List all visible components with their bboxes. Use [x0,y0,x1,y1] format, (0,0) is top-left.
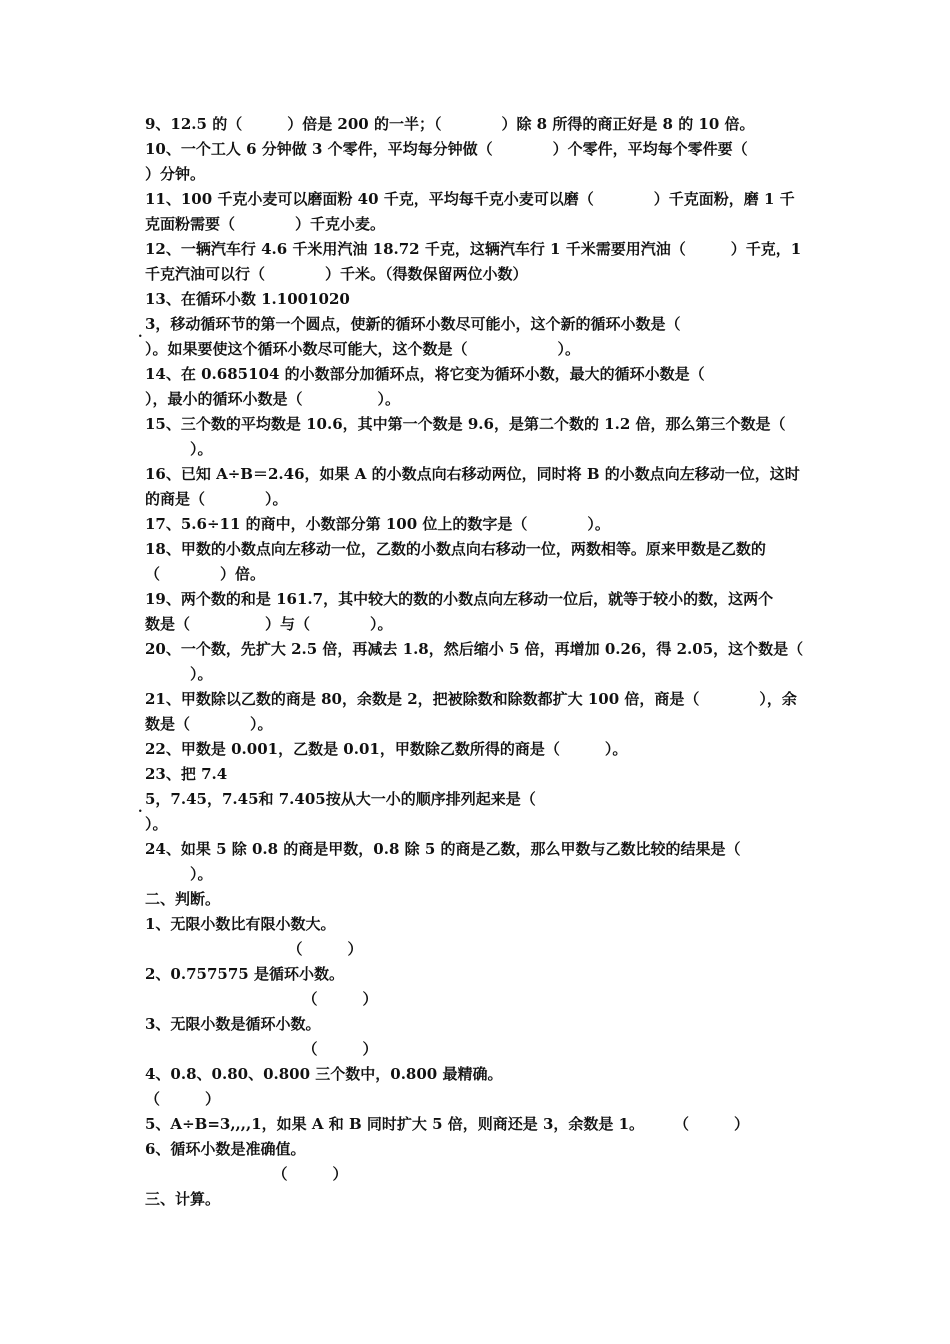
text-line: 的商是（ ）。 [145,490,288,508]
text-line: ）分钟。 [145,165,206,183]
text-line: 19、两个数的和是 161.7，其中较大的数的小数点向左移动一位后，就等于较小的数，这两个 [145,590,774,608]
text-line: 15、三个数的平均数是 10.6，其中第一个数是 9.6，是第二个数的 1.2 倍，那么第三个数是（ [145,415,786,433]
recurring-dot-mark: . [138,326,143,341]
text-line: 数是（ ）。 [145,715,273,733]
text-line: 1、无限小数比有限小数大。 [145,915,336,933]
text-line: 24、如果 5 除 0.8 的商是甲数，0.8 除 5 的商是乙数，那么甲数与乙数比较的结果是（ [145,840,741,858]
text-line: 3，移动循环节的第一个圆点，使新的循环小数尽可能小，这个新的循环小数是（ [145,315,681,333]
text-line: ）。 [145,865,213,883]
text-line: （ ） [145,1090,221,1108]
text-line: 10、一个工人 6 分钟做 3 个零件，平均每分钟做（ ）个零件，平均每个零件要（ [145,140,748,158]
text-line: 20、一个数，先扩大 2.5 倍，再减去 1.8，然后缩小 5 倍，再增加 0.26，得 2.05，这个数是（ [145,640,804,658]
text-line: ）。 [145,815,168,833]
text-line: 18、甲数的小数点向左移动一位，乙数的小数点向右移动一位，两数相等。原来甲数是乙数的 [145,540,766,558]
text-line: （ ） [145,940,363,958]
text-line: 克面粉需要（ ）千克小麦。 [145,215,386,233]
text-line: 二、判断。 [145,890,221,908]
text-line: 23、把 7.4 [145,765,228,783]
text-line: 3、无限小数是循环小数。 [145,1015,321,1033]
text-line: 22、甲数是 0.001，乙数是 0.01，甲数除乙数所得的商是（ ）。 [145,740,628,758]
text-line: 5，7.45，7.45和 7.405按从大一小的顺序排列起来是（ [145,790,536,808]
text-line: 12、一辆汽车行 4.6 千米用汽油 18.72 千克，这辆汽车行 1 千米需要用汽油（ ）千克，1 [145,240,802,258]
text-line: 21、甲数除以乙数的商是 80，余数是 2，把被除数和除数都扩大 100 倍，商是（ ），余 [145,690,797,708]
text-line: 2、0.757575 是循环小数。 [145,965,344,983]
text-line: 5、A÷B=3,,,,1，如果 A 和 B 同时扩大 5 倍，则商还是 3，余数是 1。 （ ） [145,1115,750,1133]
text-line: 11、100 千克小麦可以磨面粉 40 千克，平均每千克小麦可以磨（ ）千克面粉，磨 1 千 [145,190,795,208]
text-line: ）。 [145,440,213,458]
text-line: ）。如果要使这个循环小数尽可能大，这个数是（ ）。 [145,340,581,358]
text-line: 14、在 0.685104 的小数部分加循环点，将它变为循环小数，最大的循环小数是（ [145,365,705,383]
text-line: 9、12.5 的（ ）倍是 200 的一半；（ ）除 8 所得的商正好是 8 的 10 倍。 [145,115,755,133]
text-line: （ ） [145,990,378,1008]
text-line: 17、5.6÷11 的商中，小数部分第 100 位上的数字是（ ）。 [145,515,610,533]
text-line: 千克汽油可以行（ ）千米。（得数保留两位小数） [145,265,528,283]
recurring-dot-mark: . [138,801,143,816]
text-line: ），最小的循环小数是（ ）。 [145,390,401,408]
text-line: 4、0.8、0.80、0.800 三个数中，0.800 最精确。 [145,1065,503,1083]
text-line: （ ） [145,1040,378,1058]
text-line: （ ） [145,1165,348,1183]
text-line: 6、循环小数是准确值。 [145,1140,306,1158]
text-line: 13、在循环小数 1.1001020 [145,290,350,308]
text-line: 16、已知 A÷B＝2.46，如果 A 的小数点向右移动两位，同时将 B 的小数点向左移动一位，这时 [145,465,800,483]
text-line: 数是（ ）与（ ）。 [145,615,393,633]
text-line: （ ）倍。 [145,565,266,583]
text-line: 三、计算。 [145,1190,221,1208]
text-line: ）。 [145,665,213,683]
